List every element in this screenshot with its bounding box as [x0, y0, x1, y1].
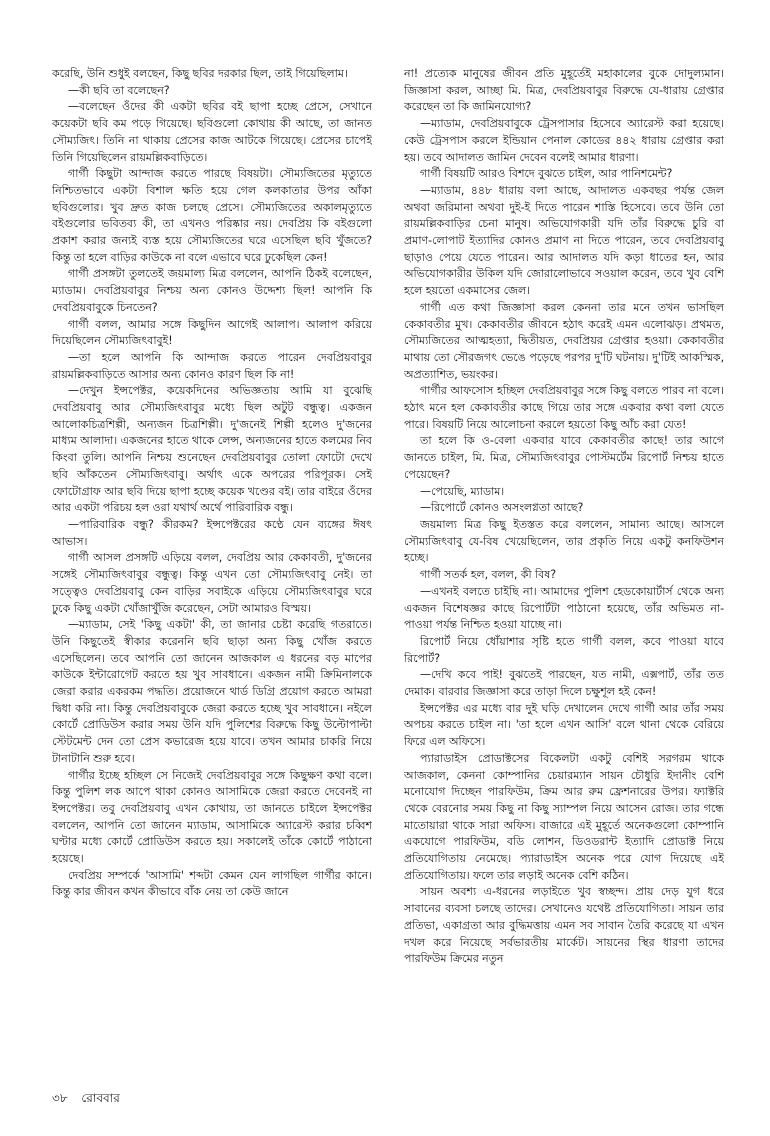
paragraph: —ম্যাডাম, দেবপ্রিয়বাবুকে ট্রেসপাসার হিসেবে অ্যারেস্ট করা হয়েছে। কেউ ট্রেসপাস করলে ইন্ডিয়ান পেনাল কোডের ৪৪২ ধারায় গ্রেপ্তার করা হয়। তবে আদালত জামিন দেবেন বলেই আমার ধারণা। — [404, 117, 724, 164]
paragraph: গার্গী সতর্ক হল, বলল, কী বিষ? — [420, 568, 557, 582]
paragraph: গার্গীর ইচ্ছে হচ্ছিল সে নিজেই দেবপ্রিয়বাবুর সঙ্গে কিছুক্ষণ কথা বলে। কিন্তু পুলিশ লক আপে থাকা কোনও আসামিকে জেরা করতে দেবেনই না ইন্সপেক্টর। তবু দেবপ্রিয়বাবু এখন কোথায়, তা জানতে চাইলে ইন্সপেক্টর বললেন, আপনি তো জানেন ম্যাডাম, আসামিকে অ্যারেস্ট করার চব্বিশ ঘণ্টার মধ্যে কোর্টে প্রোডিউস করতে হয়। সকালেই তাঁকে কোর্টে পাঠানো হয়েছে। — [52, 768, 372, 866]
paragraph: —তা হলে আপনি কি আন্দাজ করতে পারেন দেবপ্রিয়বাবুর রায়মল্লিকবাড়িতে আসার অন্য কোনও কারণ ছিল কি না! — [52, 350, 372, 381]
paragraph: গার্গী এত কথা জিজ্ঞাসা করল কেননা তার মনে তখন ভাসছিল কেকাবতীর মুখ। কেকাবতীর জীবনে হঠাৎ করেই এমন এলোঝড়। প্রথমত, সৌম্যজিতের আত্মহত্যা, দ্বিতীয়ত, দেবপ্রিয়র গ্রেপ্তার হওয়া। কেকাবতীর মাথায় তো সৌরজগৎ ভেঙে পড়েছে পরপর দু'টি ঘটনায়। দু'টিই আকস্মিক, অপ্রত্যাশিত, ভয়ংকর। — [404, 300, 724, 381]
paragraph: না! প্রত্যেক মানুষের জীবন প্রতি মুহূর্তেই মহাকালের বুকে দোদুল্যমান। জিজ্ঞাসা করল, আচ্ছা মি. মিত্র, দেবপ্রিয়বাবুর বিরুদ্ধে যে-ধারায় গ্রেপ্তার করেছেন তা কি জামিনযোগ্য? — [404, 67, 724, 114]
paragraph: —ম্যাডাম, ৪৪৮ ধারায় বলা আছে, আদালত একবছর পর্যন্ত জেল অথবা জরিমানা অথবা দুই-ই দিতে পারেন শাস্তি হিসেবে। তবে উনি তো রায়মল্লিকবাড়ির চেনা মানুষ। অভিযোগকারী যদি তাঁর বিরুদ্ধে চুরি বা প্রমাণ-লোপাট ইত্যাদির কোনও প্রমাণ না দিতে পারেন, তবে দেবপ্রিয়বাবু ছাড়াও পেয়ে যেতে পারেন। আর আদালত যদি কড়া ধাতের হন, আর অভিযোগকারীর উকিল যদি জোরালোভাবে সওয়াল করেন, তবে খুব বেশি হলে হয়তো একমাসের জেল। — [404, 183, 724, 298]
paragraph: তা হলে কি ও-বেলা একবার যাবে কেকাবতীর কাছে! তার আগে জানতে চাইল, মি. মিত্র, সৌম্যজিৎবাবুর পোস্টমর্টেম রিপোর্ট নিশ্চয় হাতে পেয়েছেন? — [404, 434, 724, 481]
paragraph: —পেয়েছি, ম্যাডাম। — [420, 484, 505, 498]
paragraph: ইন্সপেক্টর এর মধ্যে বার দুই ঘড়ি দেখালেন দেখে গার্গী আর তাঁর সময় অপচয় করতে চাইল না। 'তা হলে এখন আসি' বলে থানা থেকে বেরিয়ে ফিরে এল অফিসে। — [404, 701, 724, 749]
paragraph: জয়মাল্য মিত্র কিছু ইতস্তত করে বললেন, সামান্য আছে। আসলে সৌম্যজিৎবাবু যে-বিষ খেয়েছিলেন, তার প্রকৃতি নিয়ে একটু কনফিউশন হচ্ছে। — [404, 517, 724, 565]
paragraph: রিপোর্ট নিয়ে ধোঁয়াশার সৃষ্টি হতে গার্গী বলল, কবে পাওয়া যাবে রিপোর্ট? — [404, 634, 724, 665]
paragraph: —ম্যাডাম, সেই 'কিছু একটা' কী, তা জানার চেষ্টা করেছি গতরাতে। উনি কিছুতেই স্বীকার করেননি ছবি ছাড়া অন্য কিছু খোঁজ করতে এসেছিলেন। তবে আপনি তো জানেন আজকাল এ ধরনের বড় মাপের কাউকে ইন্টারোগেট করতে হয় খুব সাবধানে। একজন নামী ক্রিমিনালকে জেরা করার একরকম পদ্ধতি। প্রয়োজনে থার্ড ডিগ্রি প্রয়োগ করতে আমরা দ্বিধা করি না। কিন্তু দেবপ্রিয়বাবুকে জেরা করতে হচ্ছে খুব সাবধানে। নইলে কোর্টে প্রোডিউস করার সময় উনি যদি পুলিশের বিরুদ্ধে কিছু উল্টোপাল্টা স্টেটমেন্ট দেন তো প্রেস কভারেজ হয়ে যাবে। তখন আমার চাকরি নিয়ে টানাটানি শুরু হবে। — [52, 618, 372, 765]
right-column — [404, 66, 724, 1076]
paragraph: —এখনই বলতে চাইছি না। আমাদের পুলিশ হেডকোয়ার্টার্স থেকে অন্য একজন বিশেষজ্ঞর কাছে রিপোর্টটা পাঠানো হয়েছে, তাঁর অভিমত না-পাওয়া পর্যন্ত নিশ্চিত হওয়া যাচ্ছে না। — [404, 584, 724, 632]
paragraph: —কী ছবি তা বলেছেন? — [68, 83, 170, 97]
paragraph: গার্গী কিছুটা আন্দাজ করতে পারছে বিষয়টা। সৌম্যজিতের মৃত্যুতে নিশ্চিতভাবে একটা বিশাল ক্ষতি হয়ে গেল কলকাতার উপর আঁকা ছবিগুলোর। খুব দ্রুত কাজ চলছে প্রেসে। সৌম্যজিতের অকালমৃত্যুতে বইগুলোর ভবিতব্য কী, তা এখনও পরিষ্কার নয়। দেবপ্রিয় কি বইগুলো প্রকাশ করার জন্যই ব্যস্ত হয়ে সৌম্যজিতের ঘরে এসেছিল ছবি খুঁজতে? কিন্তু তা হলে বাড়ির কাউকে না বলে এভাবে ঘরে ঢুকেছিল কেন! — [52, 167, 372, 264]
paragraph: গার্গী বলল, আমার সঙ্গে কিছুদিন আগেই আলাপ। আলাপ করিয়ে দিয়েছিলেন সৌম্যজিৎবাবুই! — [52, 317, 372, 348]
paragraph: গার্গী আসল প্রসঙ্গটি এড়িয়ে বলল, দেবপ্রিয় আর কেকাবতী, দু'জনের সঙ্গেই সৌম্যজিৎবাবুর বন্ধুত্ব। কিন্তু এখন তো সৌম্যজিৎবাবু নেই। তা সত্ত্বেও দেবপ্রিয়বাবু কেন বাড়ির সবাইকে এড়িয়ে সৌম্যজিৎবাবুর ঘরে ঢুকে কিছু একটা খোঁজাখুঁজি করেছেন, সেটা আমারও বিস্ময়। — [52, 551, 372, 615]
left-column — [52, 66, 372, 1076]
article-body — [52, 66, 724, 1076]
paragraph: গার্গীর আফসোস হচ্ছিল দেবপ্রিয়বাবুর সঙ্গে কিছু বলতে পারব না বলে। হঠাৎ মনে হল কেকাবতীর কাছে গিয়ে তার সঙ্গে একবার কথা বলা যেতে পারে। বিষয়টি নিয়ে আলোচনা করলে হয়তো কিছু আঁচ করা যেত! — [404, 384, 724, 431]
page-number: ৩৮ — [52, 1091, 68, 1105]
magazine-name: রোববার — [81, 1091, 120, 1105]
paragraph: —দেখি কবে পাই! বুঝতেই পারছেন, যত নামী, এক্সপার্ট, তাঁর তত দেমাক। বারবার জিজ্ঞাসা করে তাড়া দিলে চক্ষুশূল হই কেন! — [404, 668, 724, 699]
paragraph: গার্গী প্রসঙ্গটা তুলতেই জয়মাল্য মিত্র বললেন, আপনি ঠিকই বলেছেন, ম্যাডাম। দেবপ্রিয়বাবুর নিশ্চয় অন্য কোনও উদ্দেশ্য ছিল! আপনি কি দেবপ্রিয়বাবুকে চিনতেন? — [52, 267, 372, 314]
paragraph: সায়ন অবশ্য এ-ধরনের লড়াইতে খুব স্বচ্ছন্দ। প্রায় দেড় যুগ ধরে সাবানের ব্যবসা চলছে তাদের। সেখানেও যথেষ্ট প্রতিযোগিতা। সায়ন তার প্রতিভা, একাগ্রতা আর বুদ্ধিমত্তায় এমন সব সাবান তৈরি করেছে যা এখন দখল করে নিয়েছে সর্বভারতীয় মার্কেট। সায়নের স্থির ধারণা তাদের পারফিউম ক্রিমের নতুন — [404, 885, 724, 966]
paragraph: —রিপোর্টে কোনও অসংলগ্নতা আছে? — [420, 501, 584, 515]
paragraph: করেছি, উনি শুধুই বলছেন, কিছু ছবির দরকার ছিল, তাই গিয়েছিলাম। — [52, 67, 348, 80]
page-footer — [52, 1090, 130, 1110]
paragraph: দেবপ্রিয় সম্পর্কে 'আসামি' শব্দটা কেমন যেন লাগছিল গার্গীর কানে। কিন্তু কার জীবন কখন কীভাবে বাঁক নেয় তা কেউ জানে — [52, 868, 372, 899]
paragraph: —দেখুন ইন্সপেক্টর, কয়েকদিনের অভিজ্ঞতায় আমি যা বুঝেছি দেবপ্রিয়বাবু আর সৌম্যজিৎবাবুর মধ্যে ছিল অটুট বন্ধুত্ব। একজন আলোকচিত্রশিল্পী, অন্যজন চিত্রশিল্পী। দু'জনেই শিল্পী হলেও দু'জনের মাধ্যম আলাদা। একজনের হাতে থাকে লেন্স, অন্যজনের হাতে কলমের নিব কিংবা তুলি। আপনি নিশ্চয় শুনেছেন দেবপ্রিয়বাবুর তোলা ফোটো দেখে ছবি আঁকতেন সৌম্যজিৎবাবু। অর্থাৎ একে অপরের পরিপূরক। সেই ফোটোগ্রাফ আর ছবি দিয়ে ছাপা হচ্ছে কয়েক খণ্ডের বই। তার বাইরে ওঁদের আর একটা পরিচয় হল ওরা যথার্থ অর্থে পারিবারিক বন্ধু। — [52, 384, 372, 515]
paragraph: —পারিবারিক বন্ধু? কীরকম? ইন্সপেক্টরের কণ্ঠে যেন ব্যঙ্গের ঈষৎ আভাস। — [52, 517, 372, 548]
paragraph: প্যারাডাইস প্রোডাক্টসের বিকেলটা একটু বেশিই সরগরম থাকে আজকাল, কেননা কোম্পানির চেয়ারম্যান সায়ন চৌধুরি ইদানীং বেশি মনোযোগ দিচ্ছেন পারফিউম, ক্রিম আর রুম ফ্রেশনারের উপর। ফ্যাক্টরি থেকে বেরনোর সময় কিছু না কিছু স্যাম্পল নিয়ে আসেন রোজ। তার গন্ধে মাতোয়ারা থাকে সারা অফিস। বাজারে এই মুহূর্তে অনেকগুলো কোম্পানি একযোগে পারফিউম, বডি লোশন, ডিওডরান্ট ইত্যাদি প্রোডাক্ট নিয়ে প্রতিযোগিতায় নেমেছে। প্যারাডাইস অনেক পরে যোগ দিয়েছে এই প্রতিযোগিতায়। ফলে তার লড়াই অনেক বেশি কঠিন। — [404, 751, 724, 882]
paragraph: গার্গী বিষয়টি আরও বিশদে বুঝতে চাইল, আর পানিশমেন্ট? — [420, 167, 673, 181]
paragraph: —বলেছেন ওঁদের কী একটা ছবির বই ছাপা হচ্ছে প্রেসে, সেখানে কয়েকটা ছবি কম পড়ে গিয়েছে। ছবিগুলো কোথায় কী আছে, তা জানত সৌম্যজিৎ। তিনি না থাকায় প্রেসের কাজ আটকে গিয়েছে। প্রেসের চাপেই তিনি গিয়েছিলেন রায়মল্লিকবাড়িতে। — [52, 100, 372, 164]
